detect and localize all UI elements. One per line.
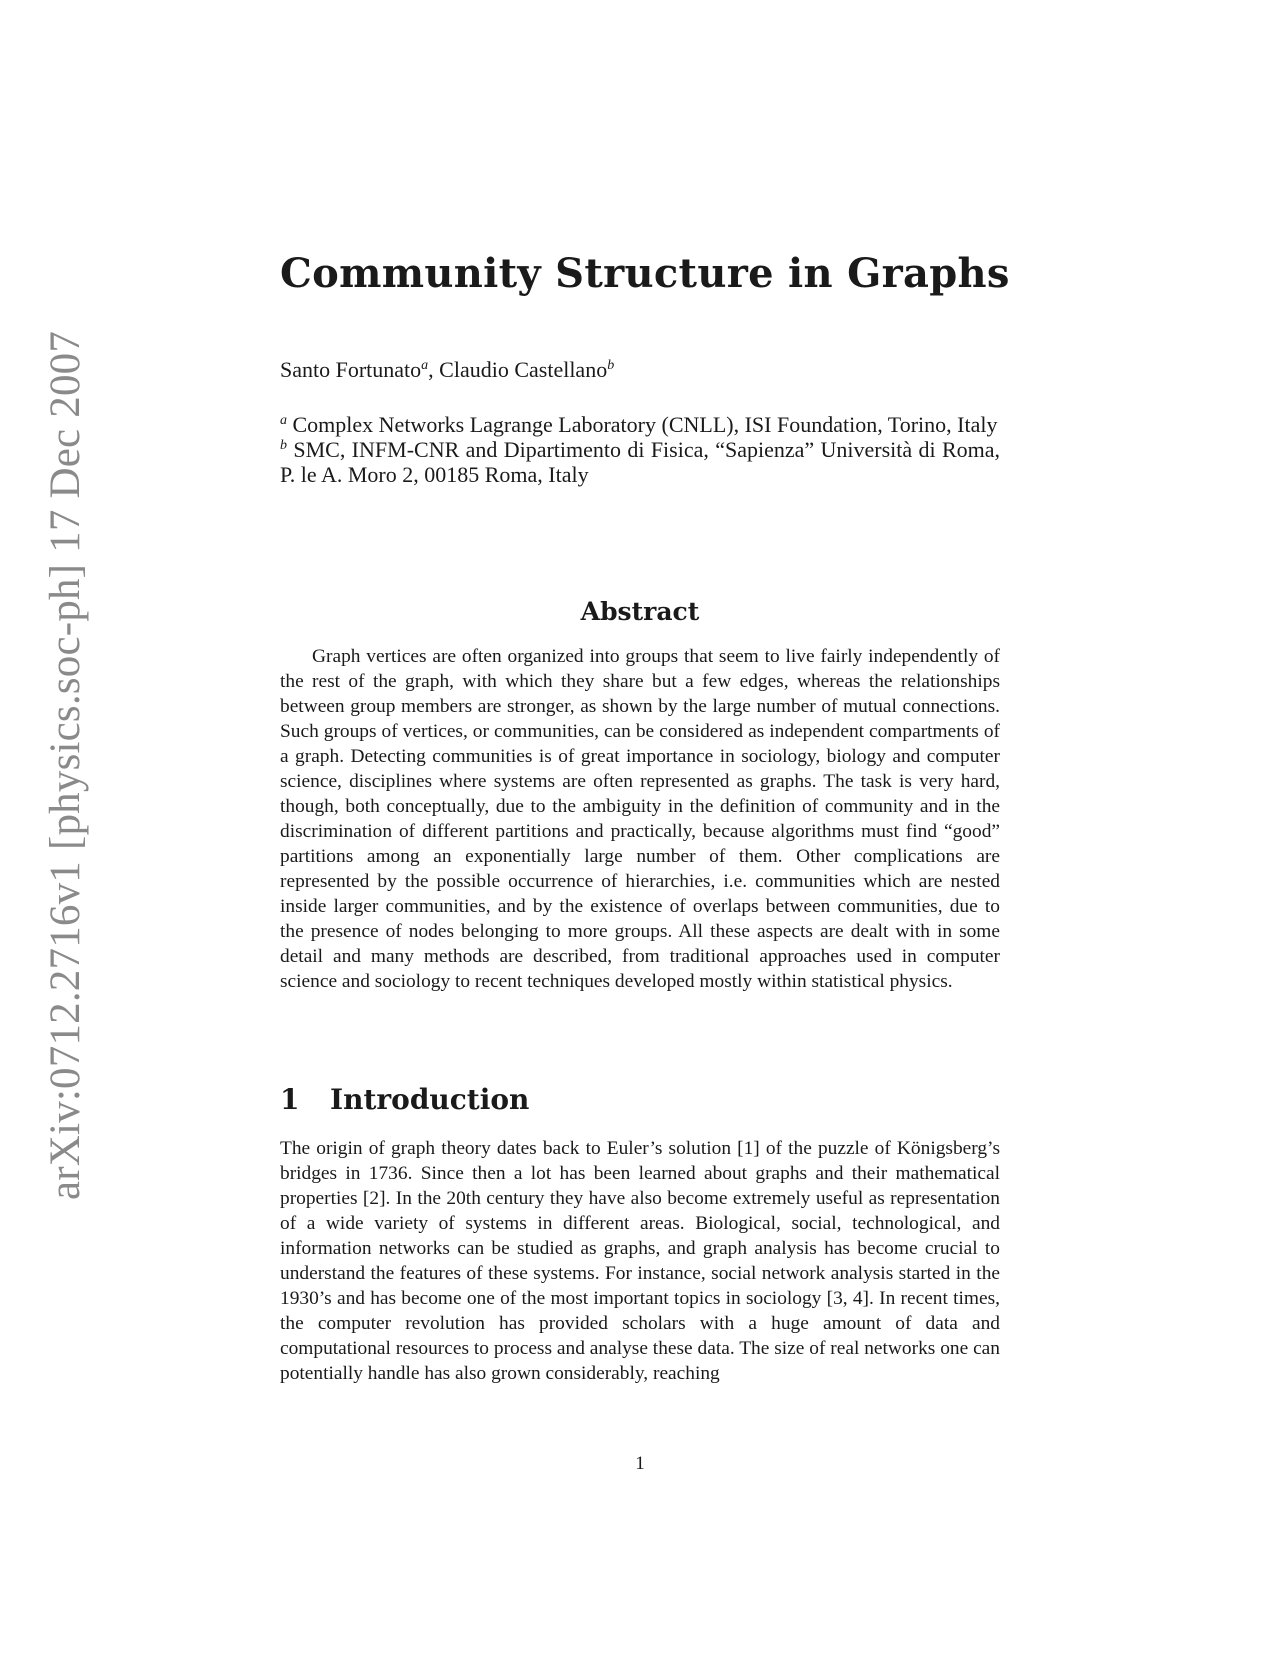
affiliation-list bbox=[280, 412, 1000, 487]
author-list bbox=[280, 356, 614, 384]
author-name: Claudio Castellano bbox=[439, 357, 608, 382]
affiliation-mark: a bbox=[421, 358, 429, 373]
introduction-body: The origin of graph theory dates back to Euler’s solution [1] of the puzzle of Königsberg’s bridges in 1736. Since then a lot has been learned about graphs and their mathematical properties [2]. In the 20th century they have also become extremely useful as representation of a wide variety of systems in different areas. Biological, social, technological, and information networks can be studied as graphs, and graph analysis has become crucial to understand the features of these systems. For instance, social network analysis started in the 1930’s and has become one of the most important topics in sociology [3, 4]. In recent times, the computer revolution has provided scholars with a huge amount of data and computational resources to process and analyse these data. The size of real networks one can potentially handle has also grown considerably, reaching bbox=[280, 1138, 1000, 1384]
affiliation-a bbox=[280, 412, 1000, 437]
affiliation-mark: b bbox=[607, 358, 615, 373]
abstract-heading: Abstract bbox=[580, 597, 700, 626]
page-number: 1 bbox=[635, 1453, 645, 1474]
affiliation-b bbox=[280, 437, 1000, 487]
affiliation-text: SMC, INFM-CNR and Dipartimento di Fisica, “Sapienza” Università di Roma, P. le A. Moro 2, 00185 Roma, Italy bbox=[280, 437, 1001, 487]
affiliation-mark: a bbox=[280, 413, 287, 428]
section-heading bbox=[280, 1082, 529, 1118]
author-name: Santo Fortunato bbox=[280, 357, 422, 382]
author-separator: , bbox=[428, 357, 440, 382]
affiliation-text: Complex Networks Lagrange Laboratory (CNLL), ISI Foundation, Torino, Italy bbox=[292, 412, 998, 437]
section-title: Introduction bbox=[330, 1083, 530, 1116]
arxiv-identifier-stamp: arXiv:0712.2716v1 [physics.soc-ph] 17 Dec 2007 bbox=[42, 330, 89, 1200]
paper-title: Community Structure in Graphs bbox=[280, 250, 1010, 297]
abstract-body: Graph vertices are often organized into groups that seem to live fairly independently of the rest of the graph, with which they share but a few edges, whereas the relationships between group members are stronger, as shown by the large number of mutual connections. Such groups of vertices, or communities, can be considered as independent compartments of a graph. Detecting communities is of great importance in sociology, biology and computer science, disciplines where systems are often represented as graphs. The task is very hard, though, both conceptually, due to the ambiguity in the definition of community and in the discrimination of different partitions and practically, because algorithms must find “good” partitions among an exponentially large number of them. Other complications are represented by the possible occurrence of hierarchies, i.e. communities which are nested inside larger communities, and by the existence of overlaps between communities, due to the presence of nodes belonging to more groups. All these aspects are dealt with in some detail and many methods are described, from traditional approaches used in computer science and sociology to recent techniques developed mostly within statistical physics. bbox=[280, 646, 1000, 992]
section-number: 1 bbox=[280, 1083, 300, 1116]
affiliation-mark: b bbox=[280, 438, 287, 453]
